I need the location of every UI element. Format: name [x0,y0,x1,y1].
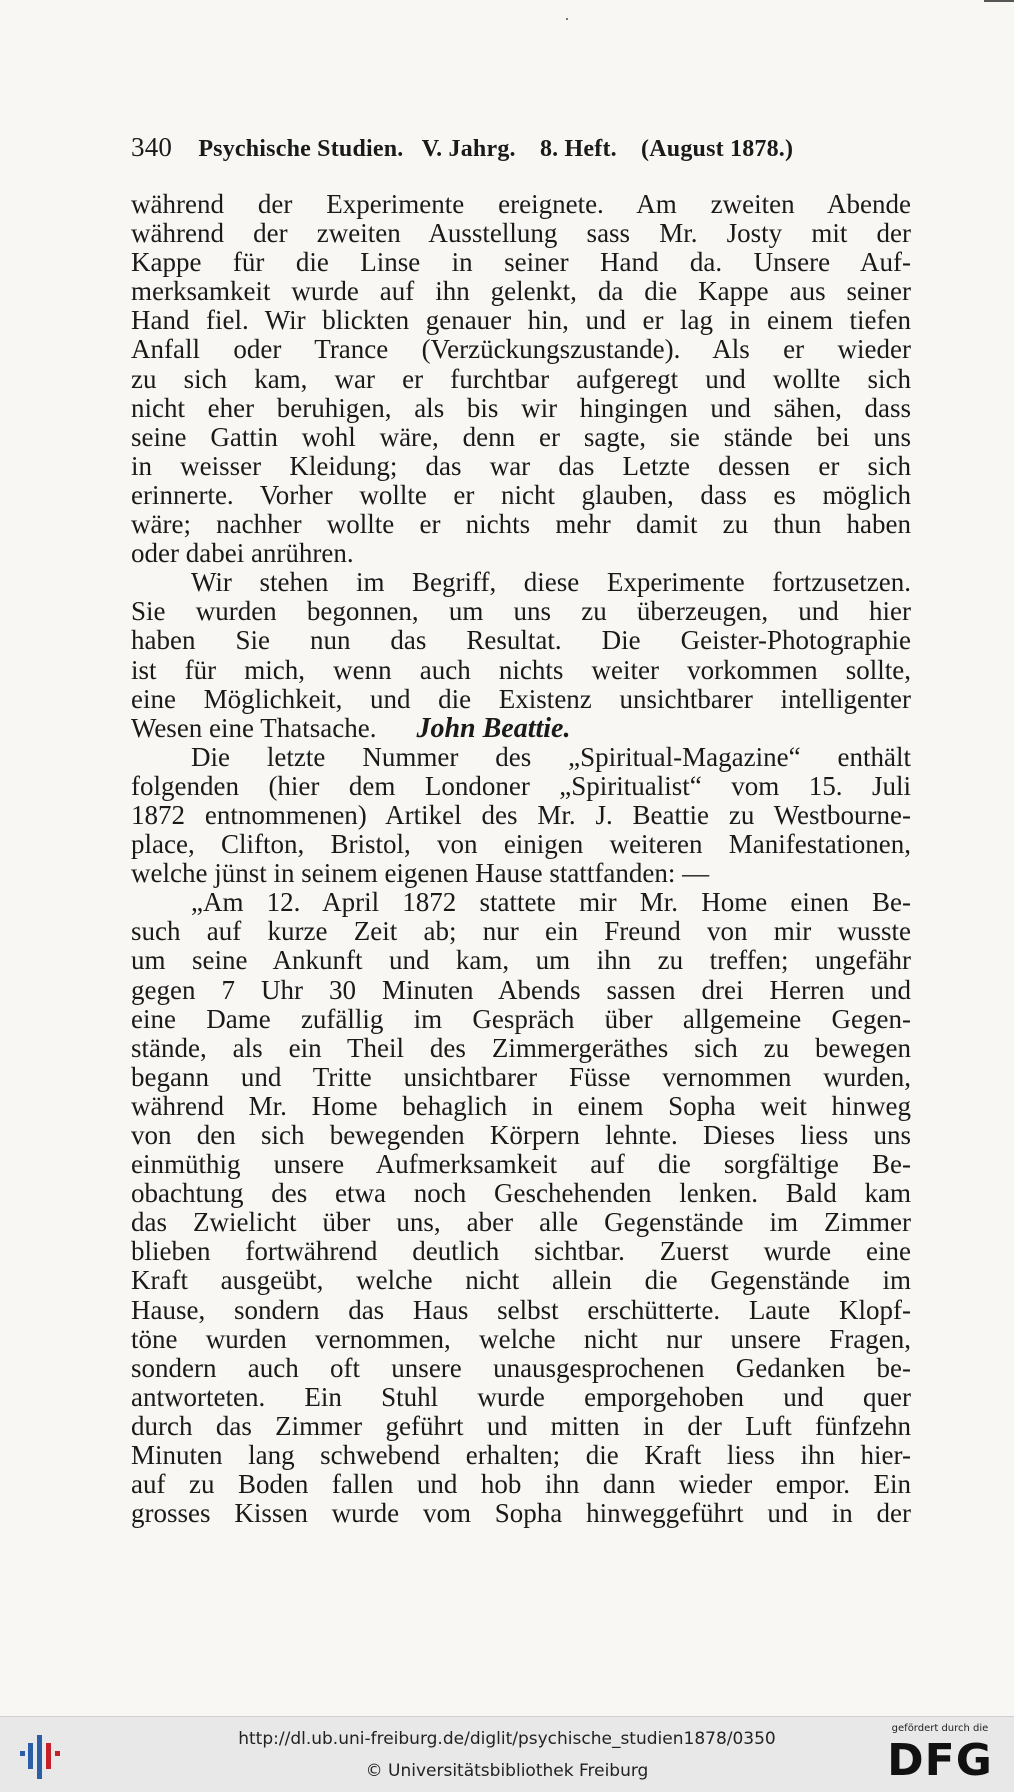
text-line: Die letzte Nummer des „Spiritual-Magazine“ enthält [191,741,911,772]
text-line: während der Experimente ereignete. Am zweiten Abende [131,189,911,219]
text-line: such auf kurze Zeit ab; nur ein Freund von mir wusste [131,916,911,947]
sponsor-logo [880,1723,1000,1787]
text-line: Anfall oder Trance (Verzückungszustande). Als er wieder [131,334,911,365]
copyright-notice: © Universitätsbibliothek Freiburg [365,1761,649,1781]
journal-issue: 8. Heft. [539,136,617,162]
text-line: begann und Tritte unsichtbarer Füsse vernommen wurden, [131,1061,911,1092]
text-line: merksamkeit wurde auf ihn gelenkt, da die Kappe aus seiner [131,276,911,307]
text-line-with-signature [131,714,911,743]
text-line: in weisser Kleidung; das war das Letzte dessen er sich [131,450,911,481]
text-line: Kraft ausgeübt, welche nicht allein die Gegenstände im [131,1265,911,1296]
text-line: wäre; nachher wollte er nichts mehr damit zu thun haben [131,509,911,540]
text-line: während Mr. Home behaglich in einem Sopha weit hinweg [131,1090,911,1121]
text-line: place, Clifton, Bristol, von einigen weiteren Manifestationen, [131,829,911,860]
text-line: Hause, sondern das Haus selbst erschütterte. Laute Klopf- [131,1294,911,1325]
text-line: töne wurden vernommen, welche nicht nur unsere Fragen, [131,1323,911,1354]
journal-year: V. Jahrg. [421,136,516,162]
text-line: eine Dame zufällig im Gespräch über allgemeine Gegen- [131,1003,911,1034]
text-line: Hand fiel. Wir blickten genauer hin, und er lag in einem tiefen [131,305,911,336]
text-line: durch das Zimmer geführt und mitten in der Luft fünfzehn [131,1410,911,1441]
permalink-url[interactable]: http://dl.ub.uni-freiburg.de/diglit/psychische_studien1878/0350 [238,1729,776,1749]
viewer-footer [0,1716,1014,1792]
text-line: das Zwielicht über uns, aber alle Gegenstände im Zimmer [131,1207,911,1238]
text-line: oder dabei anrühren. [131,538,354,569]
text-line: ist für mich, wenn auch nichts weiter vorkommen sollte, [131,654,911,685]
text-line: grosses Kissen wurde vom Sopha hinweggeführt und in der [131,1498,911,1529]
text-line: von den sich bewegenden Körpern lehnte. Dieses liess uns [131,1120,911,1150]
author-signature: John Beattie. [416,712,571,744]
text-line: während der zweiten Ausstellung sass Mr. Josty mit der [131,218,911,249]
text-line: Kappe für die Linse in seiner Hand da. Unsere Auf- [131,247,911,278]
dfg-logo: DFG [887,1735,993,1786]
text-line: erinnerte. Vorher wollte er nicht glauben, dass es möglich [131,479,911,510]
sponsor-caption: gefördert durch die [891,1723,989,1734]
text-line: stände, als ein Theil des Zimmergeräthes sich zu bewegen [131,1032,911,1063]
text-line: haben Sie nun das Resultat. Die Geister-Photographie [131,625,911,656]
text-line: antworteten. Ein Stuhl wurde emporgehoben und quer [131,1381,911,1412]
text-line: einmüthig unsere Aufmerksamkeit auf die sorgfältige Be- [131,1149,911,1180]
text-line: auf zu Boden fallen und hob ihn dann wieder empor. Ein [131,1469,911,1500]
text-line: blieben fortwährend deutlich sichtbar. Zuerst wurde eine [131,1236,911,1267]
text-line: sondern auch oft unsere unausgesprochenen Gedanken be- [131,1352,911,1383]
text-line: eine Möglichkeit, und die Existenz unsichtbarer intelligenter [131,683,911,714]
body-text [131,190,911,1528]
page-number: 340 [131,132,173,162]
text-line: folgenden (hier dem Londoner „Spiritualist“ vom 15. Juli [131,770,911,801]
text-line: nicht eher beruhigen, als bis wir hingingen und sähen, dass [131,392,911,423]
text-line: „Am 12. April 1872 stattete mir Mr. Home einen Be- [191,887,911,918]
text-line: um seine Ankunft und kam, um ihn zu treffen; ungefähr [131,945,911,976]
text-line: Sie wurden begonnen, um uns zu überzeugen, und hier [131,596,911,627]
text-line: Wesen eine Thatsache. [131,712,377,743]
journal-date: (August 1878.) [641,136,794,162]
text-line: Minuten lang schwebend erhalten; die Kraft liess ihn hier- [131,1440,911,1471]
corner-mark [984,0,1014,2]
text-line: obachtung des etwa noch Geschehenden lenken. Bald kam [131,1178,911,1209]
text-line: Wir stehen im Begriff, diese Experimente fortzusetzen. [191,567,911,598]
text-line: 1872 entnommenen) Artikel des Mr. J. Beattie zu Westbourne- [131,799,911,830]
running-head [131,132,911,163]
text-line: seine Gattin wohl wäre, denn er sagte, sie stände bei uns [131,421,911,452]
scan-speck [566,18,568,20]
journal-title: Psychische Studien. [198,136,404,162]
text-line: zu sich kam, war er furchtbar aufgeregt und wollte sich [131,363,911,394]
text-line: welche jünst in seinem eigenen Hause stattfanden: — [131,858,710,889]
text-line: gegen 7 Uhr 30 Minuten Abends sassen drei Herren und [131,974,911,1005]
